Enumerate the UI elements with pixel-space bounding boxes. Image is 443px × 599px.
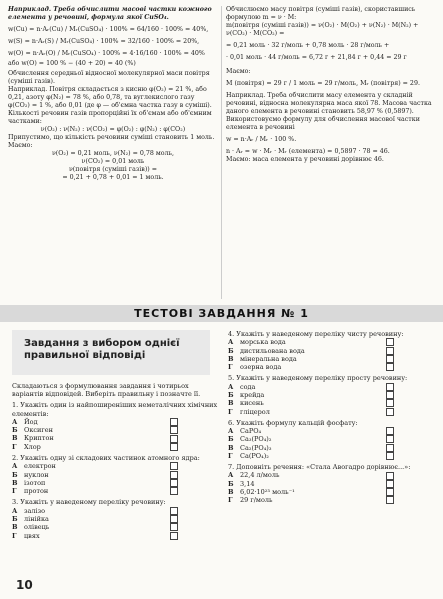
option-letter: Б <box>12 426 18 435</box>
option-letter: Г <box>12 442 17 451</box>
answer-option[interactable] <box>228 496 438 504</box>
answer-option[interactable] <box>228 435 438 443</box>
section-title: Завдання з вибором однієї правильної відповіді <box>24 338 180 361</box>
option-text: Ca₃(PO₄)₂ <box>240 435 272 444</box>
answer-option[interactable] <box>228 363 438 371</box>
element-mass-calc: n · Aᵣ = w · Mᵣ · Mᵣ (елемента) = 0,5897 · 78 = 46. <box>226 148 390 155</box>
example-heading-1: Наприклад. Треба обчислити масові частки кожного елемента у речовині, формула якої CuSO₄. <box>8 6 212 21</box>
answer-option[interactable] <box>12 434 222 442</box>
answer-checkbox[interactable] <box>386 383 394 391</box>
option-letter: Г <box>228 451 233 460</box>
option-letter: А <box>228 338 234 347</box>
option-text: олівець <box>24 523 50 532</box>
question-text: 3. Укажіть у наведеному переліку речовину: <box>12 498 166 507</box>
answer-option[interactable] <box>12 479 222 487</box>
answer-checkbox[interactable] <box>386 427 394 435</box>
option-letter: В <box>228 443 234 452</box>
option-text: Хлор <box>24 442 41 451</box>
answer-checkbox[interactable] <box>170 523 178 531</box>
option-text: Криптон <box>24 434 54 443</box>
answer-checkbox[interactable] <box>386 488 394 496</box>
answer-option[interactable] <box>12 531 222 539</box>
answer-option[interactable] <box>228 488 438 496</box>
answer-option[interactable] <box>12 426 222 434</box>
answer-option[interactable] <box>228 427 438 435</box>
answer-checkbox[interactable] <box>386 496 394 504</box>
option-text: CaPO₄ <box>240 427 262 436</box>
moles-co2: ν(CO₂) = 0,01 моль <box>81 158 145 165</box>
option-letter: Б <box>12 514 18 523</box>
formula-cu: w(Cu) = n·Aᵣ(Cu) / Mᵣ(CuSO₄) · 100% = 64/160 · 100% = 40%, <box>8 26 209 33</box>
test-title-band <box>0 305 443 322</box>
answer-option[interactable] <box>228 444 438 452</box>
air-mass-calc-2: · 0,01 моль · 44 г/моль = 6,72 г + 21,84 г + 0,44 = 29 г <box>226 54 407 61</box>
question-text: 2. Укажіть одну зі складових частинок атомного ядра: <box>12 454 200 462</box>
option-letter: В <box>12 523 18 532</box>
option-letter: А <box>228 382 234 391</box>
formula-o-alt: або w(O) = 100 % − (40 + 20) = 40 (%) <box>8 60 136 67</box>
option-text: 3,14 <box>240 479 255 488</box>
option-text: Йод <box>24 417 38 426</box>
option-text: 6,02·10²³ моль⁻¹ <box>240 488 295 497</box>
option-text: 22,4 л/моль <box>240 471 280 480</box>
option-letter: Г <box>228 407 233 416</box>
option-letter: В <box>228 488 234 497</box>
answer-checkbox[interactable] <box>170 515 178 523</box>
option-text: 29 г/моль <box>240 496 273 505</box>
answer-checkbox[interactable] <box>170 435 178 443</box>
test-title: ТЕСТОВІ ЗАВДАННЯ № 1 <box>134 307 309 320</box>
right-column-top <box>226 6 438 164</box>
answer-option[interactable] <box>228 452 438 460</box>
answer-checkbox[interactable] <box>170 443 178 451</box>
answer-option[interactable] <box>228 338 438 346</box>
question-text: 4. Укажіть у наведеному переліку чисту речовину: <box>228 330 404 338</box>
answer-option[interactable] <box>12 443 222 451</box>
option-letter: В <box>12 478 18 487</box>
answer-option[interactable] <box>12 462 222 470</box>
option-letter: В <box>12 434 18 443</box>
assume-one-mole: Припустимо, що кількість речовини суміші становить 1 моль. Маємо: <box>8 134 215 149</box>
question-text: 1. Укажіть один із найпоширеніших неметалічних хімічних елементів: <box>12 401 218 418</box>
answer-checkbox[interactable] <box>386 363 394 371</box>
answer-checkbox[interactable] <box>386 399 394 407</box>
answer-option[interactable] <box>228 383 438 391</box>
option-letter: Г <box>12 531 17 540</box>
option-text: сода <box>240 382 256 391</box>
answer-option[interactable] <box>12 507 222 515</box>
right-questions <box>228 330 438 505</box>
option-letter: Б <box>228 435 234 444</box>
answer-checkbox[interactable] <box>170 507 178 515</box>
option-letter: Г <box>12 487 17 496</box>
answer-checkbox[interactable] <box>386 435 394 443</box>
answer-option[interactable] <box>228 471 438 479</box>
example-element-mass: Наприклад. Треба обчислити масу елемента у складній речовині, відносна молекулярна маса якої 78. Масова частка даного елемента в речовині становить 58,97 % (0,5897). <box>226 92 432 115</box>
option-letter: А <box>228 427 234 436</box>
page-number: 10 <box>16 578 33 592</box>
option-text: електрон <box>24 462 56 471</box>
answer-checkbox[interactable] <box>386 472 394 480</box>
moles-air-sum: = 0,21 + 0,78 + 0,01 = 1 моль. <box>62 174 164 181</box>
answer-option[interactable] <box>12 471 222 479</box>
element-mass-result: Маємо: маса елемента у речовині дорівнює 46. <box>226 156 384 163</box>
answer-option[interactable] <box>228 355 438 363</box>
left-questions <box>12 382 222 540</box>
answer-checkbox[interactable] <box>386 444 394 452</box>
air-mass-calc-1: = 0,21 моль · 32 г/моль + 0,78 моль · 28 г/моль + <box>226 42 390 49</box>
answer-option[interactable] <box>228 399 438 407</box>
answer-option[interactable] <box>228 391 438 399</box>
option-text: гліцерол <box>240 407 270 416</box>
option-text: залізо <box>24 506 46 515</box>
mass-fraction-text: Використовуємо формулу для обчислення масової частки елемента в речовині <box>226 116 420 131</box>
answer-checkbox[interactable] <box>386 480 394 488</box>
answer-checkbox[interactable] <box>170 479 178 487</box>
formula-o: w(O) = n·Aᵣ(O) / Mᵣ(CuSO₄) · 100% = 4·16/160 · 100% = 40% <box>8 50 205 57</box>
section-heading-box <box>12 330 210 375</box>
option-letter: Г <box>228 363 233 372</box>
question-text: 7. Доповніть речення: «Стала Авогадро дорівнює...»: <box>228 463 411 472</box>
air-molar-mass: M (повітря) = 29 г / 1 моль = 29 г/моль, Mᵣ (повітря) = 29. <box>226 80 420 87</box>
option-text: протон <box>24 487 49 496</box>
answer-option[interactable] <box>228 407 438 415</box>
air-mass-heading: Обчислення середньої відносної молекулярної маси повітря (суміші газів). <box>8 70 210 85</box>
instructions: Складаються з формулювання завдання і чотирьох варіантів відповідей. Виберіть правильну і позначте її. <box>12 382 201 399</box>
option-letter: А <box>228 471 234 480</box>
option-text: мінеральна вода <box>240 354 297 363</box>
mass-fraction-formula: w = n·Aᵣ / Mᵣ · 100 %. <box>226 136 297 143</box>
option-text: нуклон <box>24 470 49 479</box>
answer-checkbox[interactable] <box>386 355 394 363</box>
air-mass-formula: m(повітря (суміші газів)) = ν(O₂) · M(O₂) + ν(N₂) · M(N₂) + ν(CO₂) · M(CO₂) = <box>226 22 419 37</box>
have-label: Маємо: <box>226 68 251 75</box>
moles-air-label: ν(повітря (суміші газів)) = <box>68 166 158 173</box>
answer-checkbox[interactable] <box>386 408 394 416</box>
option-text: озерна вода <box>240 363 282 372</box>
option-letter: В <box>228 354 234 363</box>
option-letter: А <box>12 417 18 426</box>
answer-option[interactable] <box>12 418 222 426</box>
formula-s: w(S) = n·Aᵣ(S) / Mᵣ(CuSO₄) · 100% = 32/160 · 100% = 20%, <box>8 38 200 45</box>
answer-checkbox[interactable] <box>170 471 178 479</box>
air-mass-text: Обчислюємо масу повітря (суміші газів), скориставшись формулою m = ν · M: <box>226 6 416 21</box>
answer-checkbox[interactable] <box>170 532 178 540</box>
answer-checkbox[interactable] <box>386 347 394 355</box>
left-column-top <box>8 6 218 182</box>
answer-checkbox[interactable] <box>386 338 394 346</box>
column-divider <box>221 6 222 299</box>
option-text: дистильована вода <box>240 346 305 355</box>
answer-checkbox[interactable] <box>170 418 178 426</box>
option-text: кисень <box>240 399 264 408</box>
option-text: крейда <box>240 390 265 399</box>
answer-checkbox[interactable] <box>170 462 178 470</box>
answer-checkbox[interactable] <box>386 452 394 460</box>
option-letter: Б <box>12 470 18 479</box>
option-text: Ca₂(PO₄)₃ <box>240 443 272 452</box>
answer-option[interactable] <box>12 523 222 531</box>
option-text: Ca(PO₄)₂ <box>240 451 269 460</box>
option-text: Оксиген <box>24 426 53 435</box>
option-letter: Г <box>228 496 233 505</box>
option-letter: А <box>12 462 18 471</box>
answer-checkbox[interactable] <box>170 487 178 495</box>
moles-o2-n2: ν(O₂) = 0,21 моль, ν(N₂) = 0,78 моль, <box>51 150 175 157</box>
option-text: лінійка <box>24 514 49 523</box>
option-letter: Б <box>228 479 234 488</box>
answer-option[interactable] <box>12 487 222 495</box>
gas-proportion-text: Кількості речовин газів пропорційні їх об'ємам або об'ємним частками: <box>8 110 212 125</box>
question-text: 6. Укажіть формулу кальцій фосфату: <box>228 418 358 427</box>
question-text: 5. Укажіть у наведеному переліку просту речовину: <box>228 374 408 383</box>
option-letter: А <box>12 506 18 515</box>
answer-option[interactable] <box>228 480 438 488</box>
option-text: цвях <box>24 531 40 540</box>
gas-proportion-eq: ν(O₂) : ν(N₂) : ν(CO₂) = φ(O₂) : φ(N₂) : φ(CO₂) <box>40 126 186 133</box>
option-letter: Б <box>228 390 234 399</box>
answer-option[interactable] <box>228 347 438 355</box>
option-text: морська вода <box>240 338 286 347</box>
answer-checkbox[interactable] <box>170 426 178 434</box>
right-question-list <box>228 330 438 505</box>
option-letter: Б <box>228 346 234 355</box>
option-text: ізотоп <box>24 478 46 487</box>
example-air: Наприклад. Повітря складається з кисню φ(O₂) = 21 %, або 0,21, азоту φ(N₂) = 78 %, або 0,78, та вуглекислого газу φ(CO₂) = 1 %, або 0,01 (де φ — об'ємна частка газу в суміші). <box>8 86 212 109</box>
answer-option[interactable] <box>12 515 222 523</box>
left-question-list <box>12 401 222 539</box>
answer-checkbox[interactable] <box>386 391 394 399</box>
option-letter: В <box>228 399 234 408</box>
